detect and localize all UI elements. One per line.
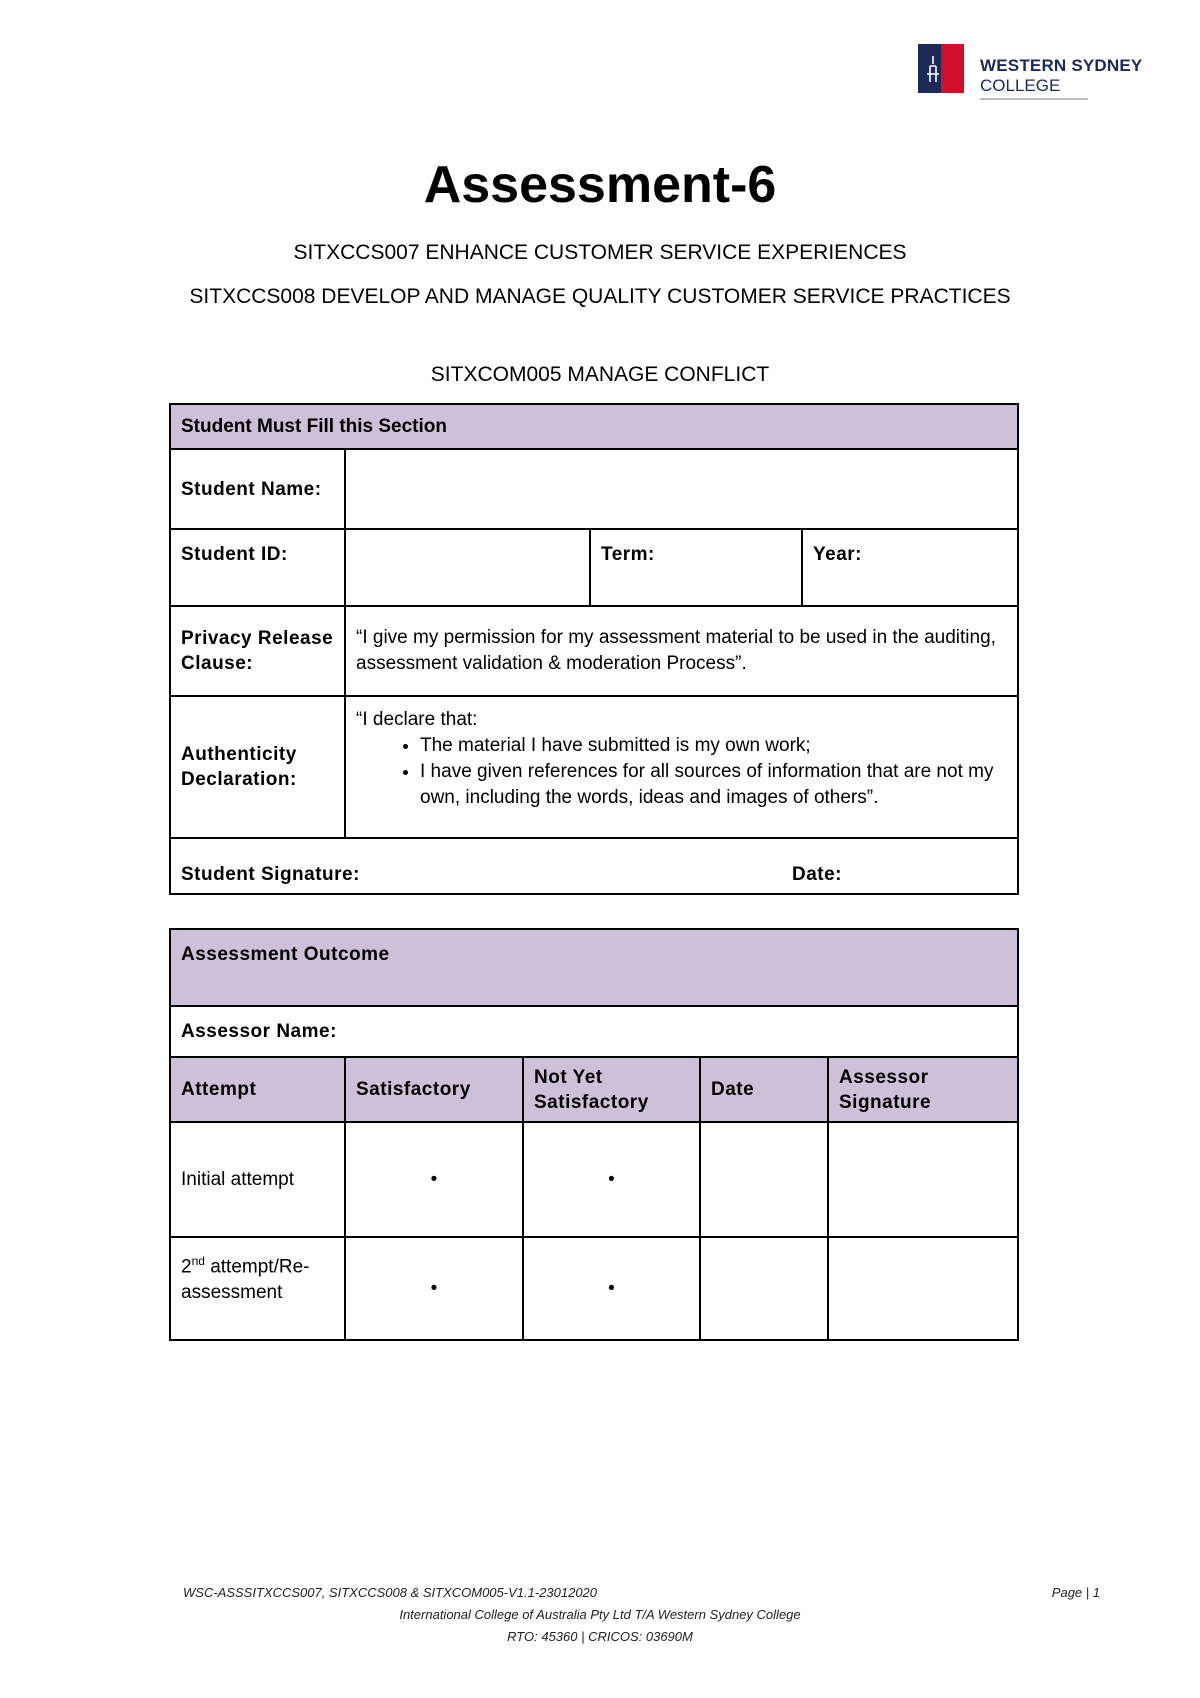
privacy-text: “I give my permission for my assessment material to be used in the auditing, assessment validation & moderation Process”. <box>345 606 1018 696</box>
not-yet-satisfactory-option[interactable]: • <box>523 1122 700 1237</box>
footer-rto: RTO: 45360 | CRICOS: 03690M <box>507 1629 693 1644</box>
satisfactory-option[interactable]: • <box>345 1122 523 1237</box>
table-row <box>170 1237 1018 1340</box>
assessment-outcome-table <box>169 928 1019 1341</box>
satisfactory-option[interactable]: • <box>345 1237 523 1340</box>
not-yet-satisfactory-option[interactable]: • <box>523 1237 700 1340</box>
assessor-signature-cell[interactable] <box>828 1237 1018 1340</box>
column-assessor-signature: Assessor Signature <box>828 1057 1018 1122</box>
declaration-item: • The material I have submitted is my own work; <box>420 733 1007 759</box>
date-label: Date: <box>792 864 843 885</box>
row-label-second: 2nd attempt/Re-assessment <box>170 1237 345 1340</box>
column-date: Date <box>700 1057 828 1122</box>
column-satisfactory: Satisfactory <box>345 1057 523 1122</box>
logo-tagline <box>980 98 1088 100</box>
student-signature-label: Student Signature: <box>181 864 360 885</box>
logo-name-line1: WESTERN SYDNEY <box>980 56 1143 75</box>
college-logo <box>918 40 1143 110</box>
footer-doc-code: WSC-ASSSITXCCS007, SITXCCS008 & SITXCOM005-V1.1-23012020 <box>183 1585 598 1600</box>
student-name-label: Student Name: <box>170 449 345 529</box>
assessment-outcome-header: Assessment Outcome <box>170 929 1018 1006</box>
authenticity-label: Authenticity Declaration: <box>170 696 345 838</box>
unit-2: SITXCCS008 DEVELOP AND MANAGE QUALITY CUSTOMER SERVICE PRACTICES <box>189 285 1011 308</box>
declaration-list <box>356 733 1007 811</box>
declaration-intro: “I declare that: <box>356 709 478 730</box>
logo-emblem-icon <box>918 44 964 93</box>
assessor-signature-cell[interactable] <box>828 1122 1018 1237</box>
year-label: Year: <box>802 529 1018 606</box>
declaration-cell <box>345 696 1018 838</box>
column-not-yet-satisfactory: Not Yet Satisfactory <box>523 1057 700 1122</box>
privacy-label: Privacy Release Clause: <box>170 606 345 696</box>
date-cell[interactable] <box>700 1122 828 1237</box>
unit-3: SITXCOM005 MANAGE CONFLICT <box>430 363 770 386</box>
column-attempt: Attempt <box>170 1057 345 1122</box>
table-row <box>170 1122 1018 1237</box>
assessor-name-label: Assessor Name: <box>170 1006 1018 1057</box>
student-name-field[interactable] <box>345 449 1018 529</box>
page-title: Assessment-6 <box>423 156 777 214</box>
footer-page-number: Page | 1 <box>1051 1585 1100 1600</box>
student-section-table <box>169 403 1019 895</box>
logo-name-line2: COLLEGE <box>980 76 1061 95</box>
student-id-field[interactable] <box>345 529 590 606</box>
student-id-label: Student ID: <box>170 529 345 606</box>
term-label: Term: <box>590 529 802 606</box>
declaration-item: • I have given references for all sources of information that are not my own, including the words, ideas and images of others”. <box>420 759 1007 811</box>
signature-row <box>170 838 1018 894</box>
row-label-initial: Initial attempt <box>170 1122 345 1237</box>
date-cell[interactable] <box>700 1237 828 1340</box>
footer-company: International College of Australia Pty Ltd T/A Western Sydney College <box>399 1607 801 1622</box>
student-section-header: Student Must Fill this Section <box>170 404 1018 449</box>
unit-1: SITXCCS007 ENHANCE CUSTOMER SERVICE EXPERIENCES <box>293 241 907 264</box>
